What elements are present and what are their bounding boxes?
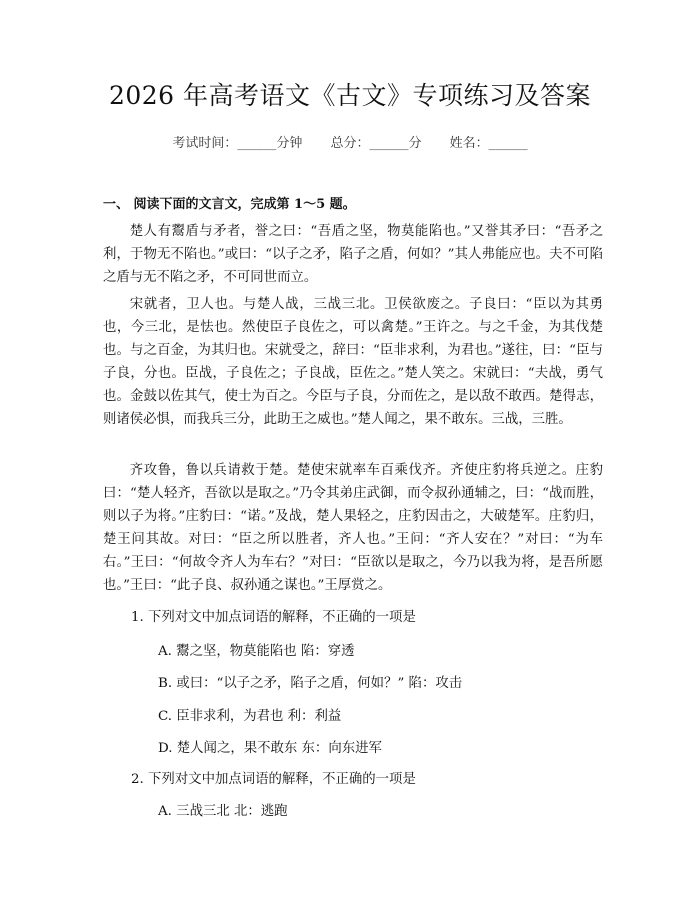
question-option: A. 鬻之坚，物莫能陷也 陷：穿透 — [158, 644, 355, 659]
question-stem: 2. 下列对文中加点词语的解释，不正确的一项是 — [131, 772, 416, 787]
question-option: A. 三战三北 北：逃跑 — [158, 804, 288, 819]
passage-paragraph: 楚人有鬻盾与矛者，誉之曰：“吾盾之坚，物莫能陷也。”又誉其矛曰：“吾矛之利，于物无不陷也。”或曰：“以子之矛，陷子之盾，何如？”其人弗能应也。夫不可陷之盾与无不陷之矛，不可同世而立。 — [103, 224, 603, 285]
question-option: D. 楚人闻之，果不敢东 东：向东进军 — [158, 741, 382, 756]
question-option: C. 臣非求利，为君也 利：利益 — [158, 709, 342, 724]
exam-name: 姓名：______ — [449, 136, 528, 151]
question-option: B. 或曰：“以子之矛，陷子之盾，何如？” 陷：攻击 — [158, 676, 463, 691]
passage-paragraph: 宋就者，卫人也。与楚人战，三战三北。卫侯欲废之。子良曰：“臣以为其勇也，今三北，是怯也。然使臣子良佐之，可以禽楚。”王许之。与之千金，为其伐楚也。与之百金，为其归也。宋就受之，辞曰：“臣非求利，为君也。”遂往，曰：“臣与子良，分也。臣战，子良佐之；子良战，臣佐之。”楚人笑之。宋就曰：“夫战，勇气也。金鼓以佐其气，使士为百之。今臣与子良，分而佐之，是以敌不敢西。楚得志，则诸侯必惧，而我兵三分，此助王之威也。”楚人闻之，果不敢东。三战，三胜。 — [103, 297, 603, 427]
exam-score: 总分：______分 — [330, 136, 422, 151]
exam-time: 考试时间：______分钟 — [172, 136, 303, 151]
question-stem: 1. 下列对文中加点词语的解释，不正确的一项是 — [131, 610, 416, 625]
section-heading: 一、 阅读下面的文言文，完成第 1～5 题。 — [103, 197, 356, 212]
exam-meta — [0, 132, 700, 151]
page-title: 2026 年高考语文《古文》专项练习及答案 — [108, 81, 592, 110]
passage-paragraph: 齐攻鲁，鲁以兵请救于楚。楚使宋就率车百乘伐齐。齐使庄豹将兵逆之。庄豹曰：“楚人轻齐，吾欲以是取之。”乃令其弟庄武御，而令叔孙通辅之，曰：“战而胜，则以子为将。”庄豹曰：“诺。”及战，楚人果轻之，庄豹因击之，大破楚军。庄豹归，楚王问其故。对曰：“臣之所以胜者，齐人也。”王问：“齐人安在？”对曰：“为车右。”王曰：“何故令齐人为车右？”对曰：“臣欲以是取之，今乃以我为将，是吾所愿也。”王曰：“此子良、叔孙通之谋也。”王厚赏之。 — [103, 463, 603, 593]
